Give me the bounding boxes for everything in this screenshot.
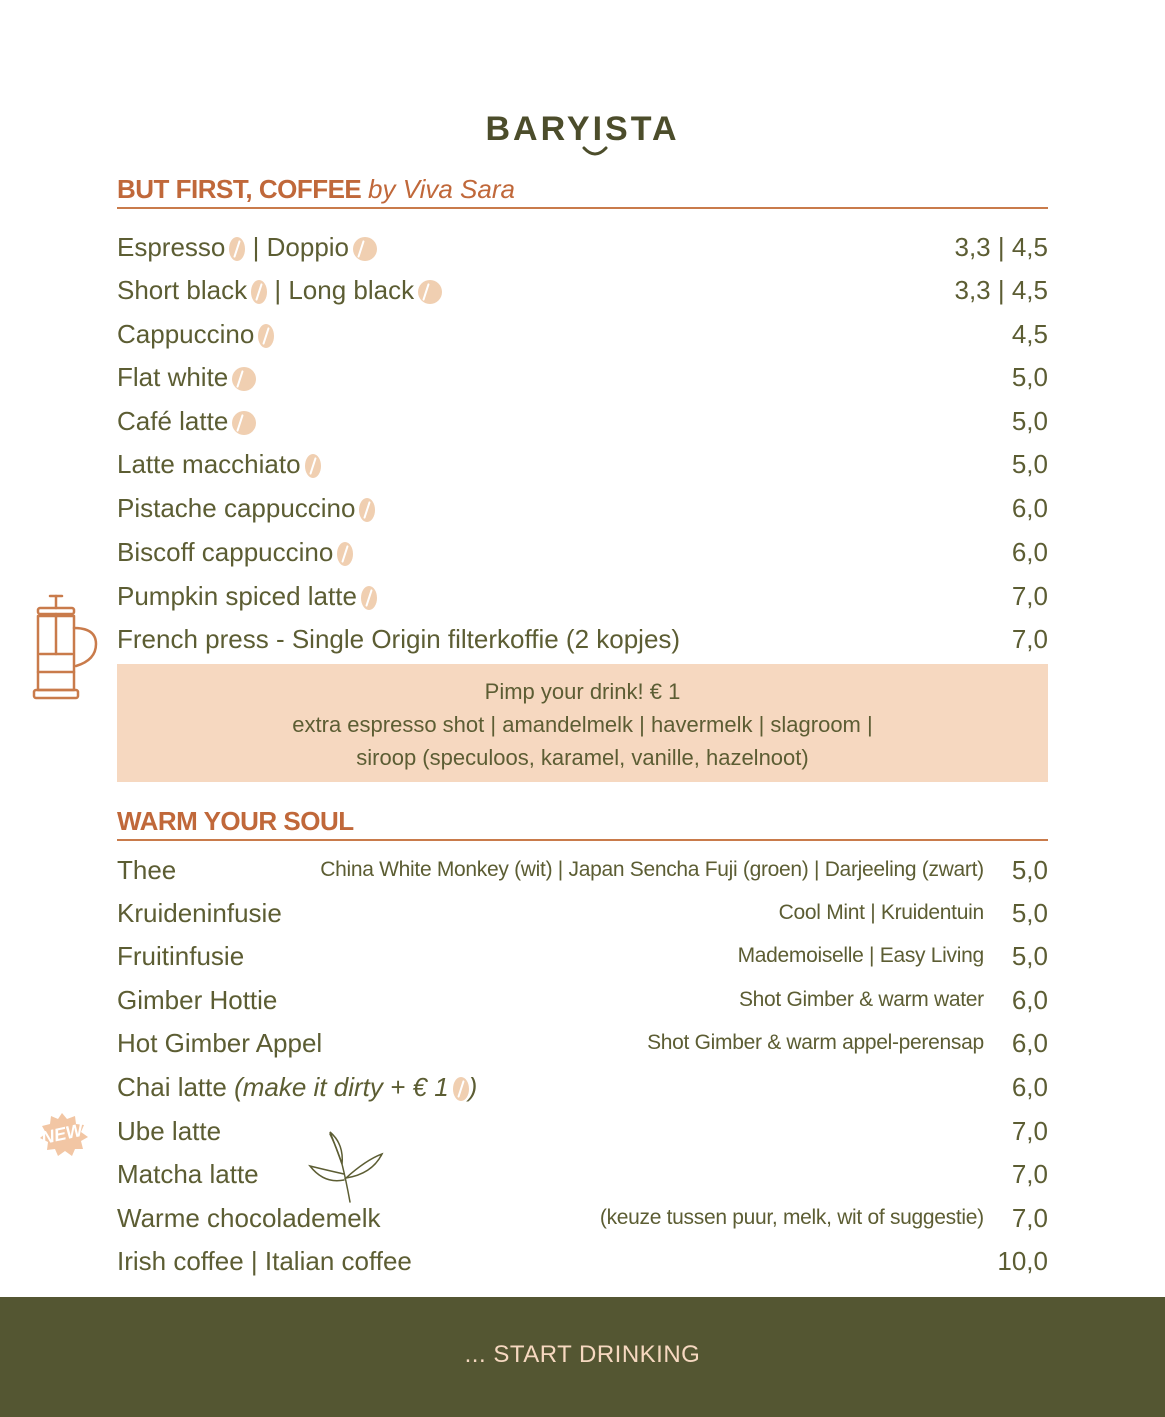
coffee-bean-icon bbox=[453, 1077, 469, 1101]
menu-item-name: Espresso | Doppio bbox=[117, 232, 377, 263]
menu-item-price: 3,3 | 4,5 bbox=[954, 274, 1048, 305]
menu-item-name: Hot Gimber Appel bbox=[117, 1027, 323, 1058]
menu-item bbox=[117, 1023, 1048, 1063]
new-badge-label: NEW bbox=[39, 1119, 85, 1148]
menu-item-name: Ube latte bbox=[117, 1115, 222, 1146]
coffee-bean-icon bbox=[305, 454, 321, 478]
menu-item bbox=[117, 227, 1048, 267]
menu-item bbox=[117, 619, 1048, 659]
menu-item-price: 7,0 bbox=[1011, 1115, 1048, 1146]
menu-item-detail: Shot Gimber & warm appel-perensap bbox=[647, 1031, 984, 1054]
menu-item-name: Pumpkin spiced latte bbox=[117, 581, 377, 612]
section-title-warm bbox=[117, 806, 1048, 841]
menu-item-name: Pistache cappuccino bbox=[117, 493, 375, 524]
menu-item-name: French press - Single Origin filterkoffie (2 kopjes) bbox=[117, 623, 681, 654]
menu-item bbox=[117, 1241, 1048, 1281]
coffee-bean-icon bbox=[232, 367, 256, 391]
menu-item bbox=[117, 850, 1048, 890]
section-title-text: BUT FIRST, COFFEE bbox=[117, 174, 362, 204]
menu-item bbox=[117, 357, 1048, 397]
menu-item-price: 7,0 bbox=[1011, 580, 1048, 611]
menu-item bbox=[117, 401, 1048, 441]
menu-item-price: 3,3 | 4,5 bbox=[954, 231, 1048, 262]
menu-item-price: 5,0 bbox=[1011, 361, 1048, 392]
coffee-bean-icon bbox=[361, 586, 377, 610]
menu-item-price: 5,0 bbox=[1011, 405, 1048, 436]
pimp-title: Pimp your drink! € 1 bbox=[484, 679, 681, 704]
coffee-bean-icon bbox=[418, 280, 442, 304]
coffee-bean-icon bbox=[337, 542, 353, 566]
menu-item-name: Short black | Long black bbox=[117, 275, 442, 306]
menu-item-name: Cappuccino bbox=[117, 319, 274, 350]
menu-item-price: 10,0 bbox=[997, 1245, 1048, 1276]
menu-item-price: 7,0 bbox=[1011, 1202, 1048, 1233]
menu-item bbox=[117, 576, 1048, 616]
brand-logo: BARYISTA bbox=[485, 110, 680, 148]
menu-item-price: 5,0 bbox=[1011, 897, 1048, 928]
menu-item-price: 6,0 bbox=[1011, 1027, 1048, 1058]
section-title-coffee bbox=[117, 174, 1048, 209]
menu-item-name: Biscoff cappuccino bbox=[117, 537, 353, 568]
menu-item bbox=[117, 1111, 1048, 1151]
menu-item-note: (make it dirty + € 1 bbox=[234, 1071, 449, 1102]
french-press-icon bbox=[26, 594, 100, 706]
pimp-your-drink-box bbox=[117, 664, 1048, 782]
pimp-extras: extra espresso shot | amandelmelk | havermelk | slagroom | bbox=[292, 712, 873, 737]
menu-item-price: 6,0 bbox=[1011, 492, 1048, 523]
section-title-text: WARM YOUR SOUL bbox=[117, 806, 354, 836]
menu-item-name: Warme chocolademelk bbox=[117, 1202, 381, 1233]
coffee-bean-icon bbox=[353, 237, 377, 261]
menu-item-name: Kruideninfusie bbox=[117, 897, 282, 928]
menu-item-name: Matcha latte bbox=[117, 1158, 259, 1189]
coffee-bean-icon bbox=[229, 237, 245, 261]
menu-item bbox=[117, 444, 1048, 484]
footer-text: ... START DRINKING bbox=[464, 1341, 701, 1368]
menu-item-detail: (keuze tussen puur, melk, wit of suggestie) bbox=[599, 1206, 984, 1229]
menu-item bbox=[117, 1154, 1048, 1194]
pimp-syrups: siroop (speculoos, karamel, vanille, hazelnoot) bbox=[356, 745, 809, 770]
menu-item-name: Thee bbox=[117, 854, 177, 885]
menu-item-name: Flat white bbox=[117, 362, 256, 393]
menu-item-price: 4,5 bbox=[1011, 318, 1048, 349]
menu-item-price: 7,0 bbox=[1011, 1158, 1048, 1189]
menu-item bbox=[117, 488, 1048, 528]
coffee-bean-icon bbox=[359, 498, 375, 522]
coffee-bean-icon bbox=[258, 324, 274, 348]
menu-item-detail: Cool Mint | Kruidentuin bbox=[778, 901, 984, 924]
menu-item bbox=[117, 532, 1048, 572]
menu-item-name: Latte macchiato bbox=[117, 449, 321, 480]
tea-leaf-icon bbox=[306, 1130, 386, 1204]
coffee-bean-icon bbox=[232, 411, 256, 435]
menu-item-price: 5,0 bbox=[1011, 940, 1048, 971]
menu-item bbox=[117, 314, 1048, 354]
menu-item-price: 7,0 bbox=[1011, 623, 1048, 654]
menu-item bbox=[117, 936, 1048, 976]
menu-item-price: 6,0 bbox=[1011, 536, 1048, 567]
menu-item-detail: Mademoiselle | Easy Living bbox=[737, 944, 984, 967]
section-subtitle: by Viva Sara bbox=[368, 174, 515, 204]
menu-item bbox=[117, 893, 1048, 933]
menu-item bbox=[117, 270, 1048, 310]
coffee-bean-icon bbox=[251, 280, 267, 304]
menu-item-price: 5,0 bbox=[1011, 448, 1048, 479]
menu-item-name: Gimber Hottie bbox=[117, 984, 278, 1015]
menu-item-name: Café latte bbox=[117, 406, 256, 437]
menu-item bbox=[117, 980, 1048, 1020]
menu-item-name: Irish coffee | Italian coffee bbox=[117, 1245, 412, 1276]
menu-item bbox=[117, 1067, 1048, 1107]
menu-item-price: 5,0 bbox=[1011, 854, 1048, 885]
menu-item-name: Chai latte (make it dirty + € 1 ) bbox=[117, 1071, 478, 1102]
logo-smile-icon bbox=[582, 146, 608, 156]
menu-item-detail: Shot Gimber & warm water bbox=[738, 988, 984, 1011]
menu-item-detail: China White Monkey (wit) | Japan Sencha Fuji (groen) | Darjeeling (zwart) bbox=[320, 858, 984, 881]
menu-item-price: 6,0 bbox=[1011, 984, 1048, 1015]
menu-item bbox=[117, 1198, 1048, 1238]
menu-item-name: Fruitinfusie bbox=[117, 940, 245, 971]
menu-item-price: 6,0 bbox=[1011, 1071, 1048, 1102]
